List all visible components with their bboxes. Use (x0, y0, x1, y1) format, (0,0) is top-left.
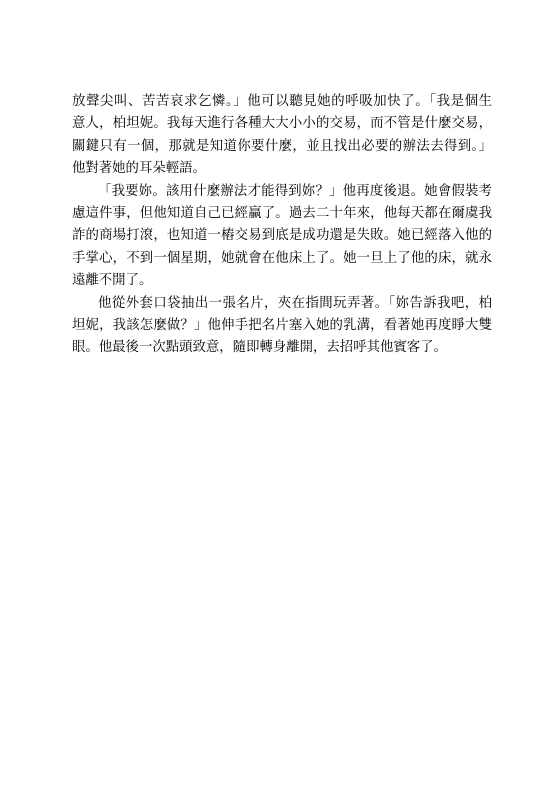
text-line: 放聲尖叫、苦苦哀求乞憐。」他可以聽見她的呼吸加快了。「我是個生 (72, 94, 492, 109)
text-line: 「我要妳。該用什麼辦法才能得到妳？」他再度後退。她會假裝考 (98, 183, 492, 199)
text-line: 眼。他最後一次點頭致意，隨即轉身離開，去招呼其他賓客了。 (72, 340, 447, 356)
body-text (72, 91, 492, 360)
text-line: 詐的商場打滾，也知道一樁交易到底是成功還是失敗。她已經落入他的 (72, 228, 492, 244)
text-line: 意人，柏坦妮。我每天進行各種大大小小的交易，而不管是什麼交易， (72, 116, 492, 132)
text-line: 遠離不開了。 (72, 273, 153, 289)
text-line: 他對著她的耳朵輕語。 (72, 161, 206, 177)
text-line: 坦妮，我該怎麼做？」他伸手把名片塞入她的乳溝，看著她再度睜大雙 (72, 317, 492, 333)
text-line: 手掌心，不到一個星期，她就會在他床上了。她一旦上了他的床，就永 (72, 250, 492, 266)
text-line: 他從外套口袋抽出一張名片，夾在指間玩弄著。「妳告訴我吧，柏 (98, 295, 492, 311)
text-line: 慮這件事，但他知道自己已經贏了。過去二十年來，他每天都在爾虞我 (72, 205, 492, 221)
text-line: 關鍵只有一個，那就是知道你要什麼，並且找出必要的辦法去得到。」 (72, 138, 492, 154)
